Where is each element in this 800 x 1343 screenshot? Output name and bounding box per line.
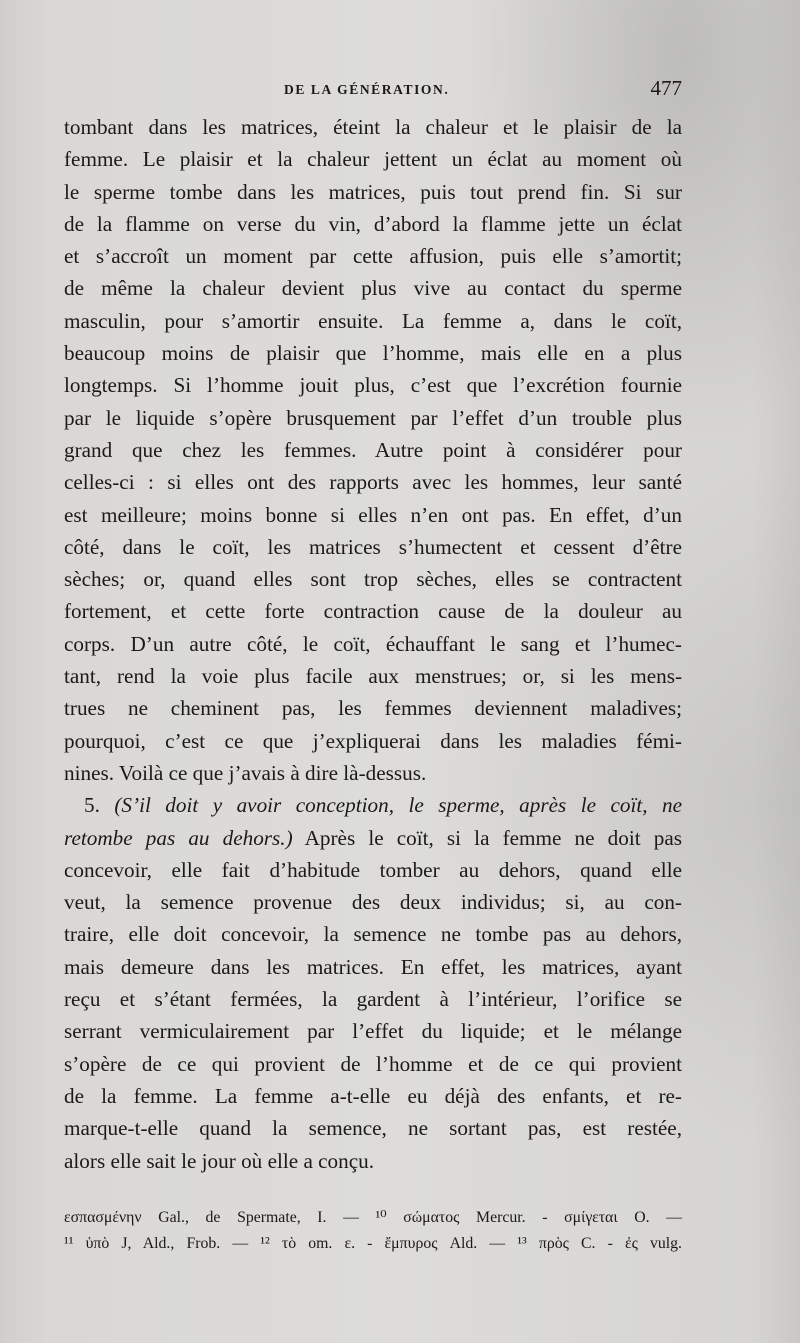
section-text-start: Après le coït, si la femme ne doit pas [304,825,682,850]
text-line: est meilleure; moins bonne si elles n’en ont pas. En effet, d’un [64,502,682,527]
text-line: marque-t-elle quand la semence, ne sortant pas, est restée, [64,1116,682,1141]
text-line: tant, rend la voie plus facile aux menstrues; or, si les mens- [64,664,682,689]
text-line: par le liquide s’opère brusquement par l’effet d’un trouble plus [64,405,682,430]
text-line: femme. Le plaisir et la chaleur jettent un éclat au moment où [64,147,682,172]
text-line: veut, la semence provenue des deux individus; si, au con- [64,890,682,915]
text-line: reçu et s’étant fermées, la gardent à l’intérieur, l’orifice se [64,987,682,1012]
text-line: longtemps. Si l’homme jouit plus, c’est que l’excrétion fournie [64,373,682,398]
footnote-line: εσπασμένην Gal., de Spermate, I. — ¹⁰ σώματος Mercur. - σμίγεται O. — [64,1209,682,1226]
running-title: DE LA GÉNÉRATION. [284,82,450,97]
page-header [64,78,682,106]
text-line: grand que chez les femmes. Autre point à considérer pour [64,437,682,462]
body-text [64,111,682,1177]
text-line: masculin, pour s’amortir ensuite. La femme a, dans le coït, [64,308,682,333]
text-line: nines. Voilà ce que j’avais à dire là-dessus. [64,760,427,785]
text-line: le sperme tombe dans les matrices, puis tout prend fin. Si sur [64,179,682,204]
text-line: s’opère de ce qui provient de l’homme et de ce qui provient [64,1051,682,1076]
text-line: côté, dans le coït, les matrices s’humectent et cessent d’être [64,534,682,559]
text-line: sèches; or, quand elles sont trop sèches, elles se contractent [64,567,682,592]
text-line: beaucoup moins de plaisir que l’homme, mais elle en a plus [64,341,682,366]
text-line: tombant dans les matrices, éteint la chaleur et le plaisir de la [64,115,682,139]
text-line: fortement, et cette forte contraction cause de la douleur au [64,599,682,624]
text-line: concevoir, elle fait d’habitude tomber au dehors, quand elle [64,857,682,882]
footnote-line: ¹¹ ὑπὸ J, Ald., Frob. — ¹² τὸ om. ε. - ἔμπυρος Ald. — ¹³ πρὸς C. - ἐς vulg. [64,1235,682,1252]
text-line: corps. D’un autre côté, le coït, échauffant le sang et l’humec- [64,631,682,656]
text-line: mais demeure dans les matrices. En effet, les matrices, ayant [64,954,682,979]
text-line: serrant vermiculairement par l’effet du liquide; et le mélange [64,1019,682,1044]
text-line: trues ne cheminent pas, les femmes deviennent maladives; [64,696,682,721]
text-line: de même la chaleur devient plus vive au contact du sperme [64,276,682,301]
footnotes [64,1205,682,1257]
section-title-part1: (S’il doit y avoir conception, le sperme, après le coït, ne [114,793,682,818]
section-title-part2: retombe pas au dehors.) [64,825,293,850]
text-line: de la flamme on verse du vin, d’abord la flamme jette un éclat [64,211,682,236]
section-heading-line [64,789,682,821]
text-line: pourquoi, c’est ce que j’expliquerai dans les maladies fémi- [64,728,682,753]
section-number: 5. [84,793,100,818]
text-line: traire, elle doit concevoir, la semence ne tombe pas au dehors, [64,922,682,947]
text-line: de la femme. La femme a-t-elle eu déjà des enfants, et re- [64,1083,682,1108]
text-line: celles-ci : si elles ont des rapports avec les hommes, leur santé [64,470,682,495]
text-line: alors elle sait le jour où elle a conçu. [64,1148,375,1173]
text-line: et s’accroît un moment par cette affusion, puis elle s’amortit; [64,244,682,269]
section-heading-line [64,822,682,854]
page-number: 477 [650,76,682,100]
